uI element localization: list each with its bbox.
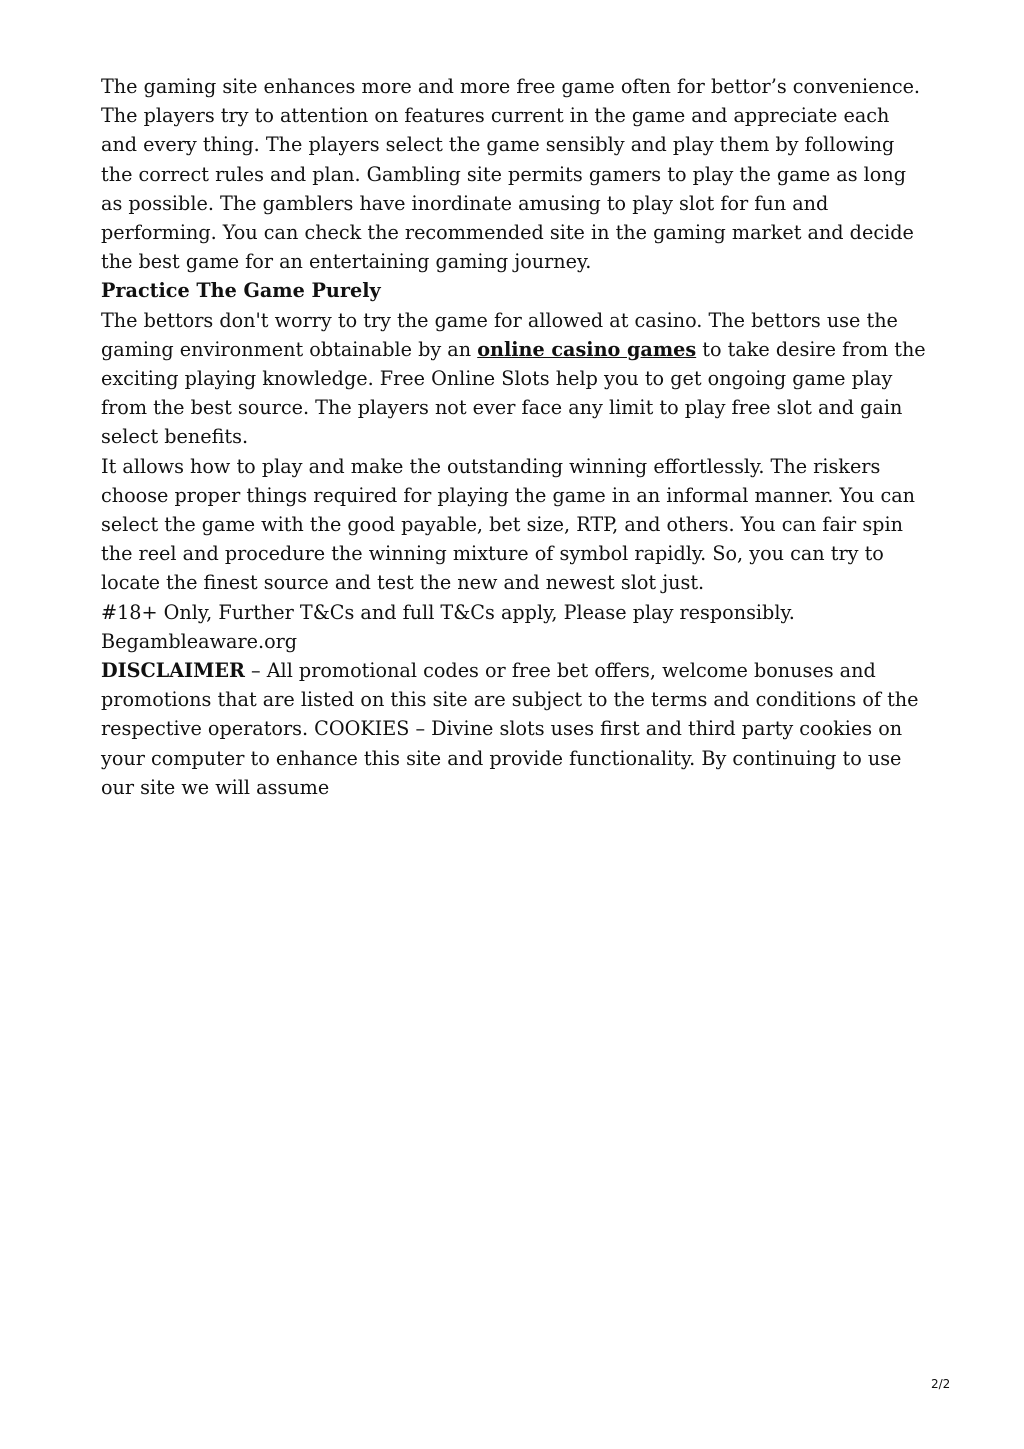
intro-paragraph: The gaming site enhances more and more free game often for bettor’s convenience. The players try to attention on features current in the game and appreciate each and every thing. The players select the game sensibly and play them by following the correct rules and plan. Gambling site permits gamers to play the game as long as possible. The gamblers have inordinate amusing to play slot for fun and performing. You can check the recommended site in the gaming market and decide the best game for an entertaining gaming journey. — [101, 75, 921, 274]
page-number: 2/2 — [931, 1377, 951, 1391]
disclaimer-text: – All promotional codes or free bet offers, welcome bonuses and promotions that are listed on this site are subject to the terms and conditions of the respective operators. COOKIES – Divine slots uses first and third party cookies on your computer to enhance this site and provide functionality. By continuing to use our site we will assume — [101, 659, 919, 799]
practice-text-after: to take desire from the exciting playing knowledge. Free Online Slots help you to get ongoing game play from the best source. The players not ever face any limit to play free slot and gain select benefits. — [101, 337, 926, 449]
online-casino-games-link[interactable]: online casino games — [477, 337, 697, 361]
gamble-aware-text: Begambleaware.org — [101, 629, 298, 653]
disclaimer-paragraph — [101, 656, 931, 802]
age-notice: #18+ Only, Further T&Cs and full T&Cs apply, Please play responsibly. — [101, 600, 795, 624]
disclaimer-label: DISCLAIMER — [101, 659, 245, 683]
practice-paragraph — [101, 306, 931, 452]
practice-text-before: The bettors don't worry to try the game for allowed at casino. The bettors use the gaming environment obtainable by an — [101, 308, 898, 361]
section-heading: Practice The Game Purely — [101, 279, 381, 303]
document-body — [101, 72, 931, 802]
winning-paragraph: It allows how to play and make the outstanding winning effortlessly. The riskers choose proper things required for playing the game in an informal manner. You can select the game with the good payable, bet size, RTP, and others. You can fair spin the reel and procedure the winning mixture of symbol rapidly. So, you can try to locate the finest source and test the new and newest slot just. — [101, 454, 916, 595]
